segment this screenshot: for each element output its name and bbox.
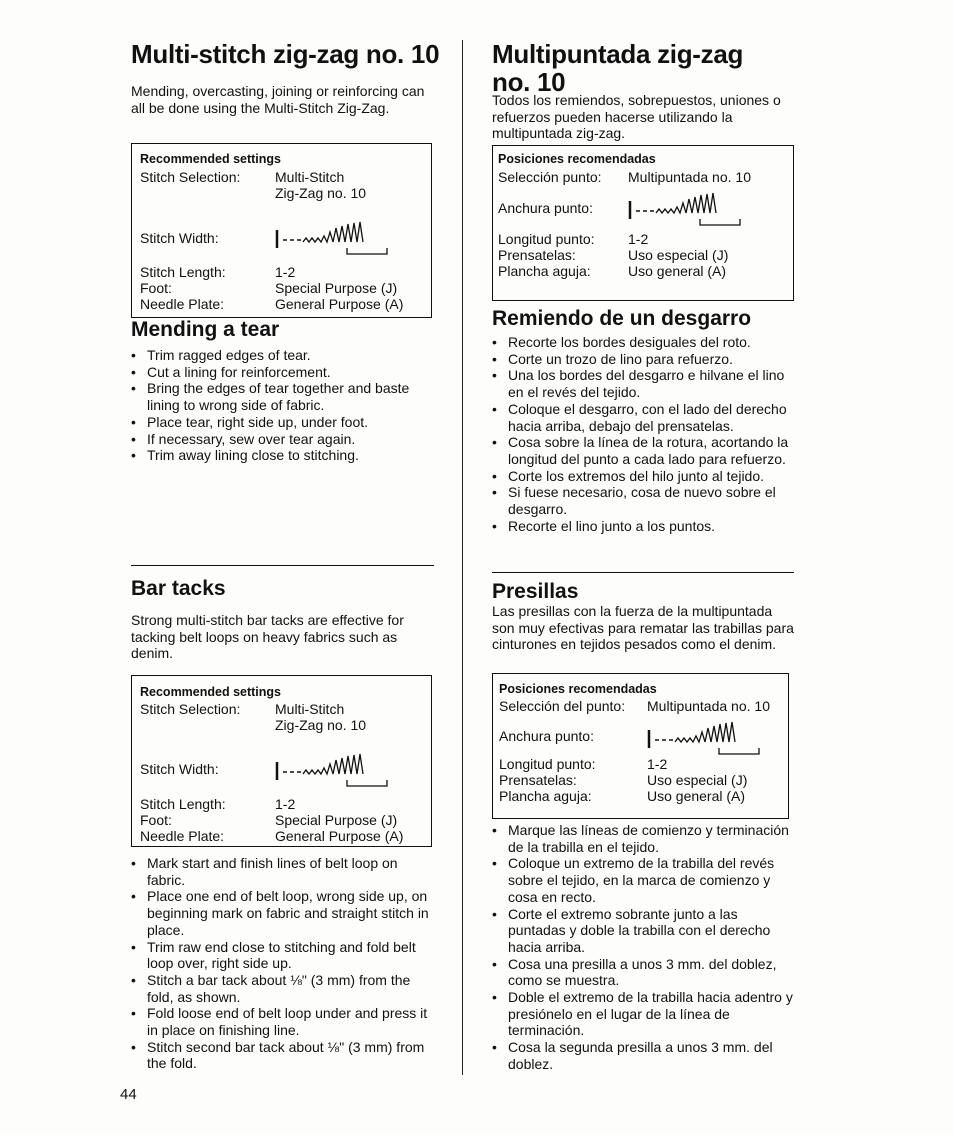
- settings-title: Recommended settings: [140, 685, 282, 699]
- intro-text: Mending, overcasting, joining or reinforcing can all be done using the Multi-Stitch Zig-Zag.: [131, 83, 425, 116]
- list-item: • Cosa sobre la línea de la rotura, acortando la longitud del punto a cada lado para refuerzo.: [492, 434, 794, 467]
- list-item: • Cut a lining for reinforcement.: [131, 364, 436, 381]
- settings-row: Stitch Length: 1-2: [140, 796, 296, 812]
- list-item: • Cosa una presilla a unos 3 mm. del doblez, como se muestra.: [492, 956, 794, 989]
- intro-text: Las presillas con la fuerza de la multipuntada son muy efectivas para rematar las trabillas para cinturones en tejidos pesados como el denim.: [492, 603, 794, 652]
- section-heading: Bar tacks: [131, 577, 226, 600]
- mending-steps: [492, 334, 794, 534]
- settings-row: Anchura punto:: [499, 720, 787, 756]
- list-item: • If necessary, sew over tear again.: [131, 431, 436, 448]
- list-item: • Stitch a bar tack about ⅛" (3 mm) from the fold, as shown.: [131, 972, 436, 1005]
- list-item: • Trim away lining close to stitching.: [131, 447, 436, 464]
- settings-row: Longitud punto: 1-2: [498, 231, 649, 247]
- list-item: • Trim ragged edges of tear.: [131, 347, 436, 364]
- section-rule: [492, 572, 794, 573]
- settings-row: Stitch Width:: [140, 220, 425, 256]
- section-heading: Remiendo de un desgarro: [492, 307, 752, 330]
- page-number: 44: [120, 1086, 137, 1103]
- stitch-width-icon: [275, 220, 395, 256]
- section-heading: Presillas: [492, 580, 579, 603]
- mending-steps: [131, 347, 436, 464]
- settings-row: Plancha aguja: Uso general (A): [499, 788, 746, 804]
- settings-row: Stitch Selection: Multi-Stitch Zig-Zag no. 10: [140, 701, 367, 733]
- stitch-width-icon: [275, 752, 395, 788]
- list-item: • Corte un trozo de lino para refuerzo.: [492, 351, 794, 368]
- settings-row: Prensatelas: Uso especial (J): [498, 247, 729, 263]
- list-item: • Recorte los bordes desiguales del roto.: [492, 334, 794, 351]
- intro-text: Todos los remiendos, sobrepuestos, uniones o refuerzos pueden hacerse utilizando la multipuntada zig-zag.: [492, 92, 781, 141]
- list-item: • Cosa la segunda presilla a unos 3 mm. del doblez.: [492, 1039, 794, 1072]
- intro-text: Strong multi-stitch bar tacks are effective for tacking belt loops on heavy fabrics such as denim.: [131, 612, 404, 661]
- list-item: • Bring the edges of tear together and baste lining to wrong side of fabric.: [131, 380, 436, 413]
- settings-row: Needle Plate: General Purpose (A): [140, 296, 404, 312]
- section-heading: Mending a tear: [131, 318, 280, 341]
- settings-row: Longitud punto: 1-2: [499, 756, 668, 772]
- list-item: • Doble el extremo de la trabilla hacia adentro y presiónelo en el lugar de la línea de terminación.: [492, 989, 794, 1039]
- stitch-width-icon: [628, 191, 748, 227]
- settings-box: [492, 673, 789, 819]
- list-item: • Una los bordes del desgarro e hilvane el lino en el revés del tejido.: [492, 367, 794, 400]
- list-item: • Place one end of belt loop, wrong side up, on beginning mark on fabric and straight stitch in place.: [131, 888, 436, 938]
- settings-title: Posiciones recomendadas: [499, 682, 657, 696]
- settings-title: Posiciones recomendadas: [498, 152, 656, 166]
- list-item: • Mark start and finish lines of belt loop on fabric.: [131, 855, 436, 888]
- settings-row: Foot: Special Purpose (J): [140, 812, 398, 828]
- list-item: • Fold loose end of belt loop under and press it in place on finishing line.: [131, 1005, 436, 1038]
- column-divider: [462, 40, 463, 1075]
- settings-box: [131, 675, 432, 847]
- settings-box: [131, 143, 432, 318]
- list-item: • Coloque el desgarro, con el lado del derecho hacia arriba, debajo del prensatelas.: [492, 401, 794, 434]
- settings-box: [492, 145, 794, 301]
- settings-row: Selección punto: Multipuntada no. 10: [498, 169, 751, 185]
- list-item: • Recorte el lino junto a los puntos.: [492, 518, 794, 535]
- settings-row: Stitch Length: 1-2: [140, 264, 296, 280]
- section-rule: [131, 565, 434, 566]
- bartack-steps: [492, 822, 794, 1073]
- list-item: • Stitch second bar tack about ⅛" (3 mm) from the fold.: [131, 1039, 436, 1072]
- settings-row: Foot: Special Purpose (J): [140, 280, 398, 296]
- list-item: • Si fuese necesario, cosa de nuevo sobre el desgarro.: [492, 484, 794, 517]
- settings-row: Plancha aguja: Uso general (A): [498, 263, 727, 279]
- list-item: • Corte los extremos del hilo junto al tejido.: [492, 468, 794, 485]
- list-item: • Coloque un extremo de la trabilla del revés sobre el tejido, en la marca de comienzo y cosa en recto.: [492, 855, 794, 905]
- settings-row: Prensatelas: Uso especial (J): [499, 772, 748, 788]
- stitch-width-icon: [647, 720, 767, 756]
- list-item: • Corte el extremo sobrante junto a las puntadas y doble la trabilla con el derecho hacia arriba.: [492, 906, 794, 956]
- page-title: Multi-stitch zig-zag no. 10: [131, 39, 440, 69]
- list-item: • Place tear, right side up, under foot.: [131, 414, 436, 431]
- settings-row: Selección del punto: Multipuntada no. 10: [499, 698, 770, 714]
- page-title: Multipuntada zig-zag no. 10: [492, 39, 744, 97]
- settings-row: Needle Plate: General Purpose (A): [140, 828, 404, 844]
- settings-title: Recommended settings: [140, 152, 282, 166]
- settings-row: Stitch Width:: [140, 752, 425, 788]
- settings-row: Anchura punto:: [498, 191, 790, 227]
- settings-row: Stitch Selection: Multi-Stitch Zig-Zag no. 10: [140, 169, 367, 201]
- list-item: • Trim raw end close to stitching and fold belt loop over, right side up.: [131, 939, 436, 972]
- list-item: • Marque las líneas de comienzo y terminación de la trabilla en el tejido.: [492, 822, 794, 855]
- bartack-steps: [131, 855, 436, 1072]
